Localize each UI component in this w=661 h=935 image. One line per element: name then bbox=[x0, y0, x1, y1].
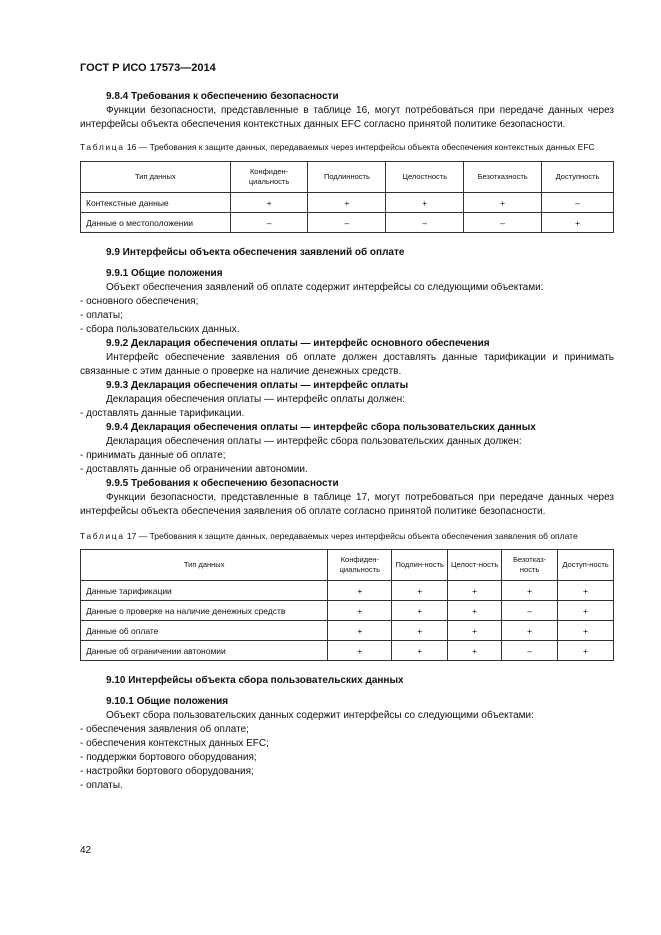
table-header-row bbox=[81, 162, 614, 193]
table-cell: – bbox=[386, 213, 464, 233]
caption-prefix: Таблица bbox=[80, 531, 125, 541]
list-item: - принимать данные об оплате; bbox=[80, 450, 226, 461]
list-item: - обеспечения заявления об оплате; bbox=[80, 724, 249, 735]
table-cell: + bbox=[502, 621, 558, 641]
table-cell: Данные об оплате bbox=[81, 621, 328, 641]
table-cell: + bbox=[392, 621, 448, 641]
table-row bbox=[81, 193, 614, 213]
section-heading-9-9-3: 9.9.3 Декларация обеспечения оплаты — интерфейс оплаты bbox=[106, 380, 409, 391]
list-item: - сбора пользовательских данных. bbox=[80, 324, 240, 335]
caption-text: 16 — Требования к защите данных, передаваемых через интерфейсы объекта обеспечения контекстных данных EFC bbox=[124, 142, 595, 152]
table-cell: + bbox=[448, 601, 502, 621]
column-header: Доступность bbox=[542, 162, 614, 193]
table-cell: + bbox=[464, 193, 542, 213]
caption-prefix: Таблица bbox=[80, 142, 125, 152]
table-cell: – bbox=[502, 601, 558, 621]
paragraph: Объект обеспечения заявлений об оплате содержит интерфейсы со следующими объектами: bbox=[106, 282, 544, 293]
column-header: Безотказность bbox=[464, 162, 542, 193]
table-row bbox=[81, 581, 614, 601]
table-row bbox=[81, 601, 614, 621]
list-item: - оплаты; bbox=[80, 310, 123, 321]
column-header: Тип данных bbox=[81, 162, 231, 193]
table-cell: + bbox=[448, 641, 502, 661]
table-cell: – bbox=[502, 641, 558, 661]
page-number: 42 bbox=[80, 845, 92, 856]
table-cell: + bbox=[328, 621, 392, 641]
list-item: - настройки бортового оборудования; bbox=[80, 766, 254, 777]
table-cell: + bbox=[392, 601, 448, 621]
column-header: Тип данных bbox=[81, 550, 328, 581]
column-header: Подлинность bbox=[308, 162, 386, 193]
table-row bbox=[81, 213, 614, 233]
list-item: - доставлять данные тарификации. bbox=[80, 408, 245, 419]
column-header: Конфиден-циальность bbox=[230, 162, 308, 193]
table-cell: + bbox=[392, 581, 448, 601]
list-item: - оплаты. bbox=[80, 780, 123, 791]
table-row bbox=[81, 641, 614, 661]
table-cell: + bbox=[328, 601, 392, 621]
paragraph: Декларация обеспечения оплаты — интерфейс сбора пользовательских данных должен: bbox=[106, 436, 522, 447]
section-heading-9-9-4: 9.9.4 Декларация обеспечения оплаты — интерфейс сбора пользовательских данных bbox=[106, 422, 536, 433]
table-cell: + bbox=[448, 581, 502, 601]
table-cell: Данные о местоположении bbox=[81, 213, 231, 233]
table-cell: + bbox=[386, 193, 464, 213]
table-cell: + bbox=[542, 213, 614, 233]
table-cell: + bbox=[328, 581, 392, 601]
column-header: Доступ-ность bbox=[558, 550, 614, 581]
section-heading-9-9-1: 9.9.1 Общие положения bbox=[106, 268, 223, 279]
paragraph: Функции безопасности, представленные в таблице 17, могут потребоваться при передаче данных через интерфейсы объекта обеспечения заявления об оплате согласно принятой политике безопасности. bbox=[80, 492, 614, 517]
table-cell: + bbox=[558, 601, 614, 621]
paragraph: Интерфейс обеспечение заявления об оплате должен доставлять данные тарификации и принимать связанные с этим данные о проверке на наличие денежных средств. bbox=[80, 352, 614, 377]
paragraph: Объект сбора пользовательских данных содержит интерфейсы со следующими объектами: bbox=[106, 710, 534, 721]
caption-text: 17 — Требования к защите данных, передаваемых через интерфейсы объекта обеспечения заявления об оплате bbox=[124, 531, 578, 541]
document-header: ГОСТ Р ИСО 17573—2014 bbox=[80, 62, 216, 74]
table-cell: – bbox=[464, 213, 542, 233]
table-cell: + bbox=[558, 641, 614, 661]
paragraph: Функции безопасности, представленные в таблице 16, могут потребоваться при передаче данных через интерфейсы объекта обеспечения контекстных данных EFC согласно принятой политике безопасности. bbox=[80, 105, 614, 130]
section-heading-9-8-4: 9.8.4 Требования к обеспечению безопасности bbox=[106, 91, 339, 102]
column-header: Целост-ность bbox=[448, 550, 502, 581]
column-header: Подлин-ность bbox=[392, 550, 448, 581]
table-cell: Данные тарификации bbox=[81, 581, 328, 601]
section-heading-9-10-1: 9.10.1 Общие положения bbox=[106, 696, 229, 707]
list-item: - обеспечения контекстных данных EFC; bbox=[80, 738, 269, 749]
section-heading-9-9-5: 9.9.5 Требования к обеспечению безопасности bbox=[106, 478, 339, 489]
table-cell: + bbox=[558, 581, 614, 601]
column-header: Целостность bbox=[386, 162, 464, 193]
table-16-caption bbox=[80, 141, 614, 153]
table-cell: + bbox=[558, 621, 614, 641]
table-cell: – bbox=[230, 213, 308, 233]
table-cell: Контекстные данные bbox=[81, 193, 231, 213]
table-cell: + bbox=[328, 641, 392, 661]
table-cell: – bbox=[542, 193, 614, 213]
section-heading-9-10: 9.10 Интерфейсы объекта сбора пользовательских данных bbox=[106, 675, 404, 686]
column-header: Безотказ-ность bbox=[502, 550, 558, 581]
table-header-row bbox=[81, 550, 614, 581]
list-item: - поддержки бортового оборудования; bbox=[80, 752, 257, 763]
list-item: - доставлять данные об ограничении автономии. bbox=[80, 464, 308, 475]
table-17 bbox=[80, 549, 614, 661]
table-cell: + bbox=[308, 193, 386, 213]
section-heading-9-9: 9.9 Интерфейсы объекта обеспечения заявлений об оплате bbox=[106, 247, 405, 258]
table-row bbox=[81, 621, 614, 641]
table-17-caption bbox=[80, 530, 614, 542]
list-item: - основного обеспечения; bbox=[80, 296, 199, 307]
section-heading-9-9-2: 9.9.2 Декларация обеспечения оплаты — интерфейс основного обеспечения bbox=[106, 338, 490, 349]
table-cell: + bbox=[448, 621, 502, 641]
table-cell: + bbox=[230, 193, 308, 213]
column-header: Конфиден-циальность bbox=[328, 550, 392, 581]
table-cell: Данные о проверке на наличие денежных средств bbox=[81, 601, 328, 621]
table-cell: Данные об ограничении автономии bbox=[81, 641, 328, 661]
document-body bbox=[80, 90, 614, 793]
table-cell: + bbox=[502, 581, 558, 601]
table-cell: + bbox=[392, 641, 448, 661]
table-16 bbox=[80, 161, 614, 233]
table-cell: – bbox=[308, 213, 386, 233]
paragraph: Декларация обеспечения оплаты — интерфейс оплаты должен: bbox=[106, 394, 405, 405]
